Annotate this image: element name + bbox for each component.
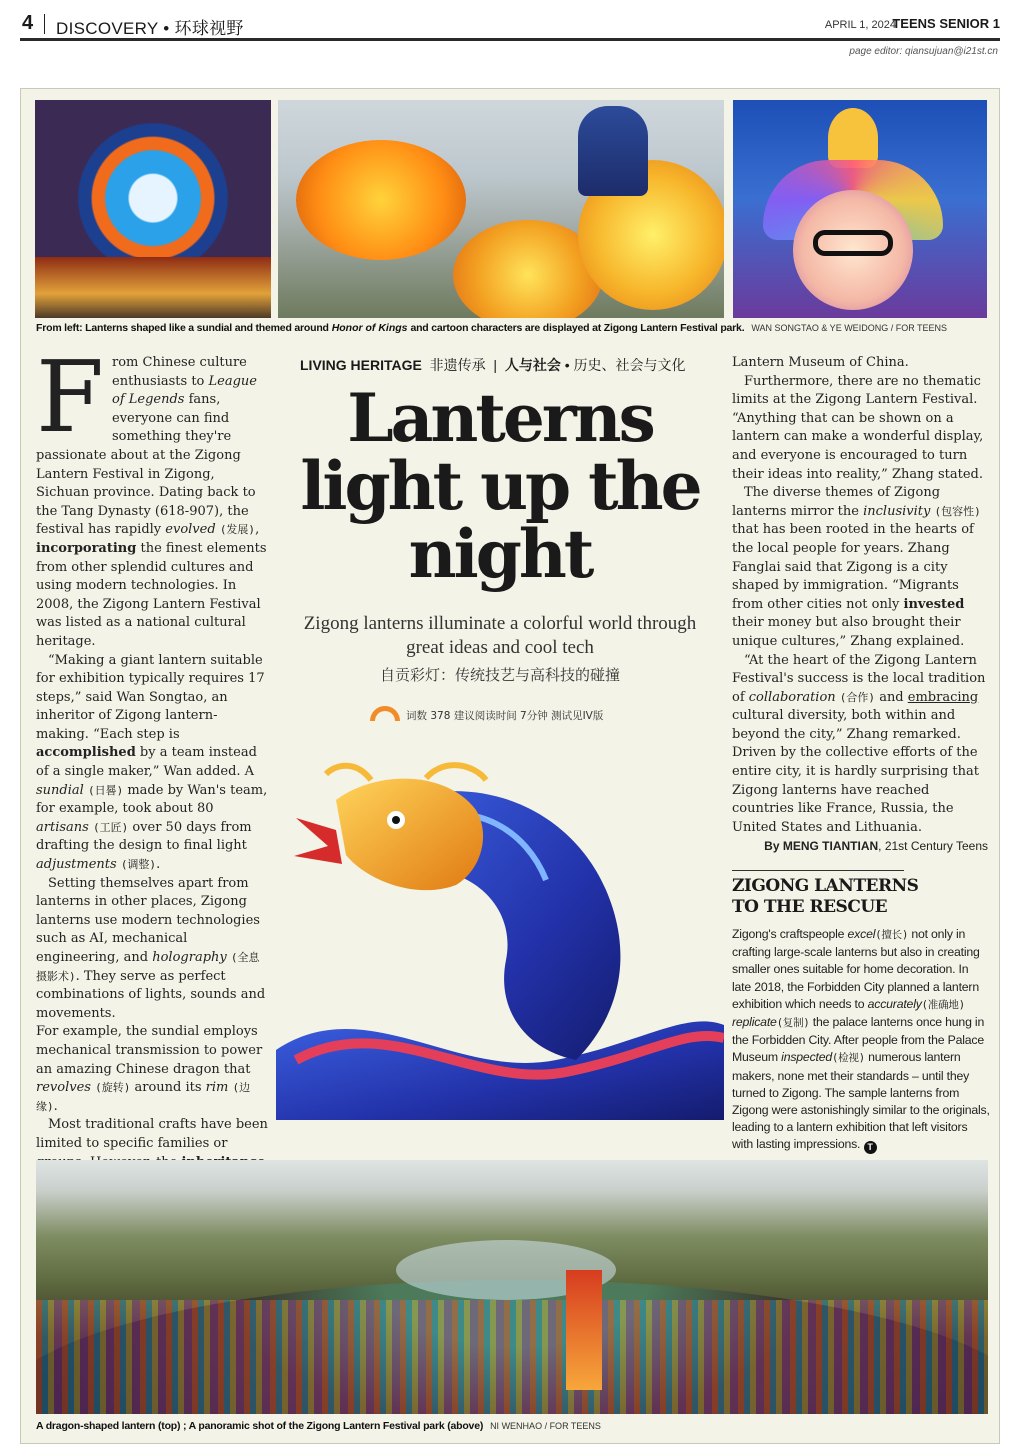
sidebar-body: Zigong's craftspeople excel(擅长) not only in crafting large-scale lanterns but also in creating smaller ones suitable for home decoration. In late 2018, the Forbidden City planned a lantern exhibition which needs to accurately(准确地) replicate(复制) the palace lanterns once hung in the Forbidden City. After people from the Palace Museum inspected(检视) numerous lantern makers, none met their standards – until they turned to Zigong. The sample lanterns from Zigong were astonishingly similar to the originals, leading to a lantern exhibition that left visitors with lasting impressions. T <box>732 927 990 1153</box>
bottom-photo-credit: NI WENHAO / FOR TEENS <box>490 1421 601 1431</box>
reading-info: 词数 378 建议阅读时间 7分钟 测试见IV版 <box>370 706 690 723</box>
dragon-lantern-photo <box>276 760 724 1120</box>
article-kicker: LIVING HERITAGE 非遗传承 | 人与社会 • 历史、社会与文化 <box>300 357 686 373</box>
byline: By MENG TIANTIAN, 21st Century Teens <box>764 839 988 854</box>
page-header <box>20 12 1000 38</box>
article-deck: Zigong lanterns illuminate a colorful world through great ideas and cool tech <box>303 613 697 658</box>
reading-gauge-icon <box>370 706 400 721</box>
article-deck-chinese: 自贡彩灯：传统技艺与高科技的碰撞 <box>379 666 620 684</box>
sidebar-rule <box>732 870 904 871</box>
page-number: 4 <box>22 12 34 34</box>
teens-end-mark-icon: T <box>864 1141 877 1154</box>
honor-of-kings-lantern-photo <box>278 100 724 318</box>
article-right-column: Lantern Museum of China. Furthermore, there are no thematic limits at the Zigong Lantern Festival. “Anything that can be shown on a lantern can make a wonderful display, and everyone is encouraged to turn their ideas into reality,” Zhang stated. The diverse themes of Zigong lanterns mirror the inclusivity (包容性) that has been rooted in the hearts of the local people for years. Zhang Fanglai said that Zigong is a city shaped by immigration. “Migrants from other cities not only invested their money but also brought their unique cultures,” Zhang explained. “At the heart of the Zigong Lantern Festival's success is the local tradition of collaboration (合作) and embracing cultural diversity, both within and beyond the city,” Zhang remarked. Driven by the collective efforts of the entire city, it is hardly surprising that Zigong lanterns have reached countries like France, Russia, the United States and Lithuania. By MENG TIANTIAN, 21st Century Teens <box>732 355 988 854</box>
issue-date: APRIL 1, 2024 <box>824 19 896 31</box>
cartoon-lantern-photo <box>733 100 987 318</box>
header-divider <box>44 14 45 34</box>
sidebar-title: ZIGONG LANTERNS TO THE RESCUE <box>732 876 919 917</box>
header-rule <box>20 38 1000 41</box>
article-headline: Lanterns light up the night <box>300 379 700 593</box>
photo-credit: WAN SONGTAO & YE WEIDONG / FOR TEENS <box>751 323 948 333</box>
drop-cap: F <box>36 341 104 455</box>
page-editor: page editor: qiansujuan@i21st.cn <box>849 46 998 57</box>
publication-name: TEENS SENIOR 1 <box>892 16 1000 31</box>
top-photos-caption: From left: Lanterns shaped like a sundial and themed around Honor of Kings and cartoon characters are displayed at Zigong Lantern Festival park. WAN SONGTAO & YE WEIDONG / FOR TEENS <box>36 322 948 334</box>
bottom-photo-caption: A dragon-shaped lantern (top) ; A panoramic shot of the Zigong Lantern Festival park (above) NI WENHAO / FOR TEENS <box>36 1420 601 1432</box>
sundial-lantern-photo <box>35 100 271 318</box>
article-left-column: From Chinese culture enthusiasts to League of Legends fans, everyone can find something they're passionate about at the Zigong Lantern Festival in Zigong, Sichuan province. Dating back to the Tang Dynasty (618-907), the festival has rapidly evolved (发展), incorporating the finest elements from other splendid cultures and using modern technologies. In 2008, the Zigong Lantern Festival was listed as a national cultural heritage. “Making a giant lantern suitable for exhibition typically requires 17 steps,” said Wan Songtao, an inheritor of Zigong lantern-making. “Each step is accomplished by a team instead of a single maker,” Wan added. A sundial (日晷) made by Wan's team, for example, took about 80 artisans (工匠) over 50 days from drafting the design to final light adjustments (调整). Setting themselves apart from lanterns in other places, Zigong lanterns use modern technologies such as AI, mechanical engineering, and holography (全息摄影术). They serve as perfect combinations of lights, sounds and movements. For example, the sundial employs mechanical transmission to power an amazing Chinese dragon that revolves (旋转) around its rim (边缘). Most traditional crafts have been limited to specific families or <box>36 341 268 1151</box>
festival-panorama-photo <box>36 1160 988 1414</box>
section-title: DISCOVERY • 环球视野 <box>56 19 244 38</box>
